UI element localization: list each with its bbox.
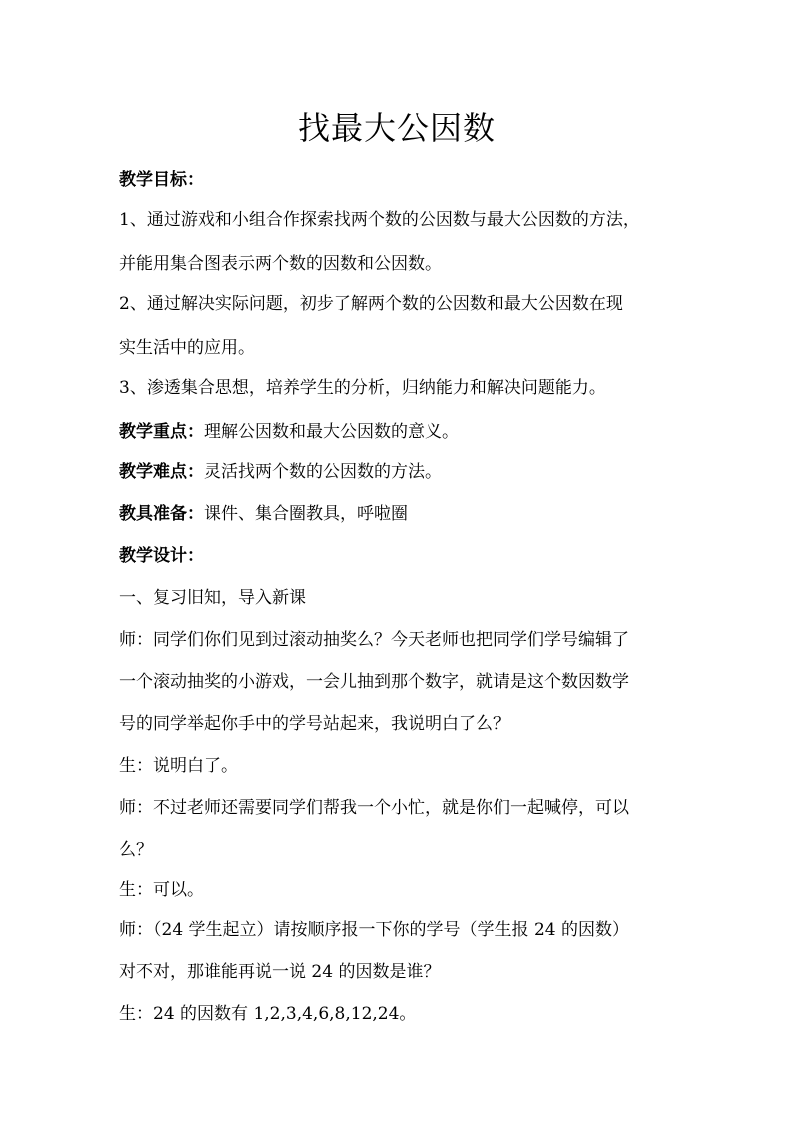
paragraph-line: 1、通过游戏和小组合作探索找两个数的公因数与最大公因数的方法，: [119, 210, 640, 230]
difficulty-line: [119, 460, 689, 484]
key-point-text: 理解公因数和最大公因数的意义。: [204, 422, 459, 442]
key-point-line: [119, 420, 689, 444]
materials-text: 课件、集合圈教具，呼啦圈: [204, 504, 408, 524]
section-heading-design: 教学设计：: [119, 546, 204, 566]
paragraph-line: 号的同学举起你手中的学号站起来，我说明白了么？: [119, 714, 510, 734]
materials-line: [119, 502, 689, 526]
paragraph-line: 一个滚动抽奖的小游戏，一会儿抽到那个数字，就请是这个数因数学: [119, 672, 629, 692]
paragraph-line: 么？: [119, 840, 153, 860]
key-point-label: 教学重点：: [119, 422, 204, 442]
paragraph-line: 生：可以。: [119, 880, 204, 900]
document-title: 找最大公因数: [297, 109, 496, 147]
paragraph-line: 实生活中的应用。: [119, 338, 255, 358]
paragraph-line: 2、通过解决实际问题，初步了解两个数的公因数和最大公因数在现: [119, 294, 623, 314]
materials-label: 教具准备：: [119, 504, 204, 524]
section-subheading: 一、复习旧知，导入新课: [119, 588, 306, 608]
difficulty-label: 教学难点：: [119, 462, 204, 482]
paragraph-line: 3、渗透集合思想，培养学生的分析，归纳能力和解决问题能力。: [119, 378, 606, 398]
paragraph-line: 对不对，那谁能再说一说 24 的因数是谁？: [119, 962, 441, 982]
paragraph-line: 生：24 的因数有 1,2,3,4,6,8,12,24。: [119, 1004, 417, 1024]
section-heading-objectives: 教学目标：: [119, 170, 204, 190]
paragraph-line: 生：说明白了。: [119, 756, 238, 776]
paragraph-line: 师：不过老师还需要同学们帮我一个小忙，就是你们一起喊停，可以: [119, 798, 629, 818]
paragraph-line: 师：同学们你们见到过滚动抽奖么？今天老师也把同学们学号编辑了: [119, 630, 629, 650]
paragraph-line: 师：（24 学生起立）请按顺序报一下你的学号（学生报 24 的因数）: [119, 920, 629, 940]
paragraph-line: 并能用集合图表示两个数的因数和公因数。: [119, 254, 442, 274]
difficulty-text: 灵活找两个数的公因数的方法。: [204, 462, 442, 482]
